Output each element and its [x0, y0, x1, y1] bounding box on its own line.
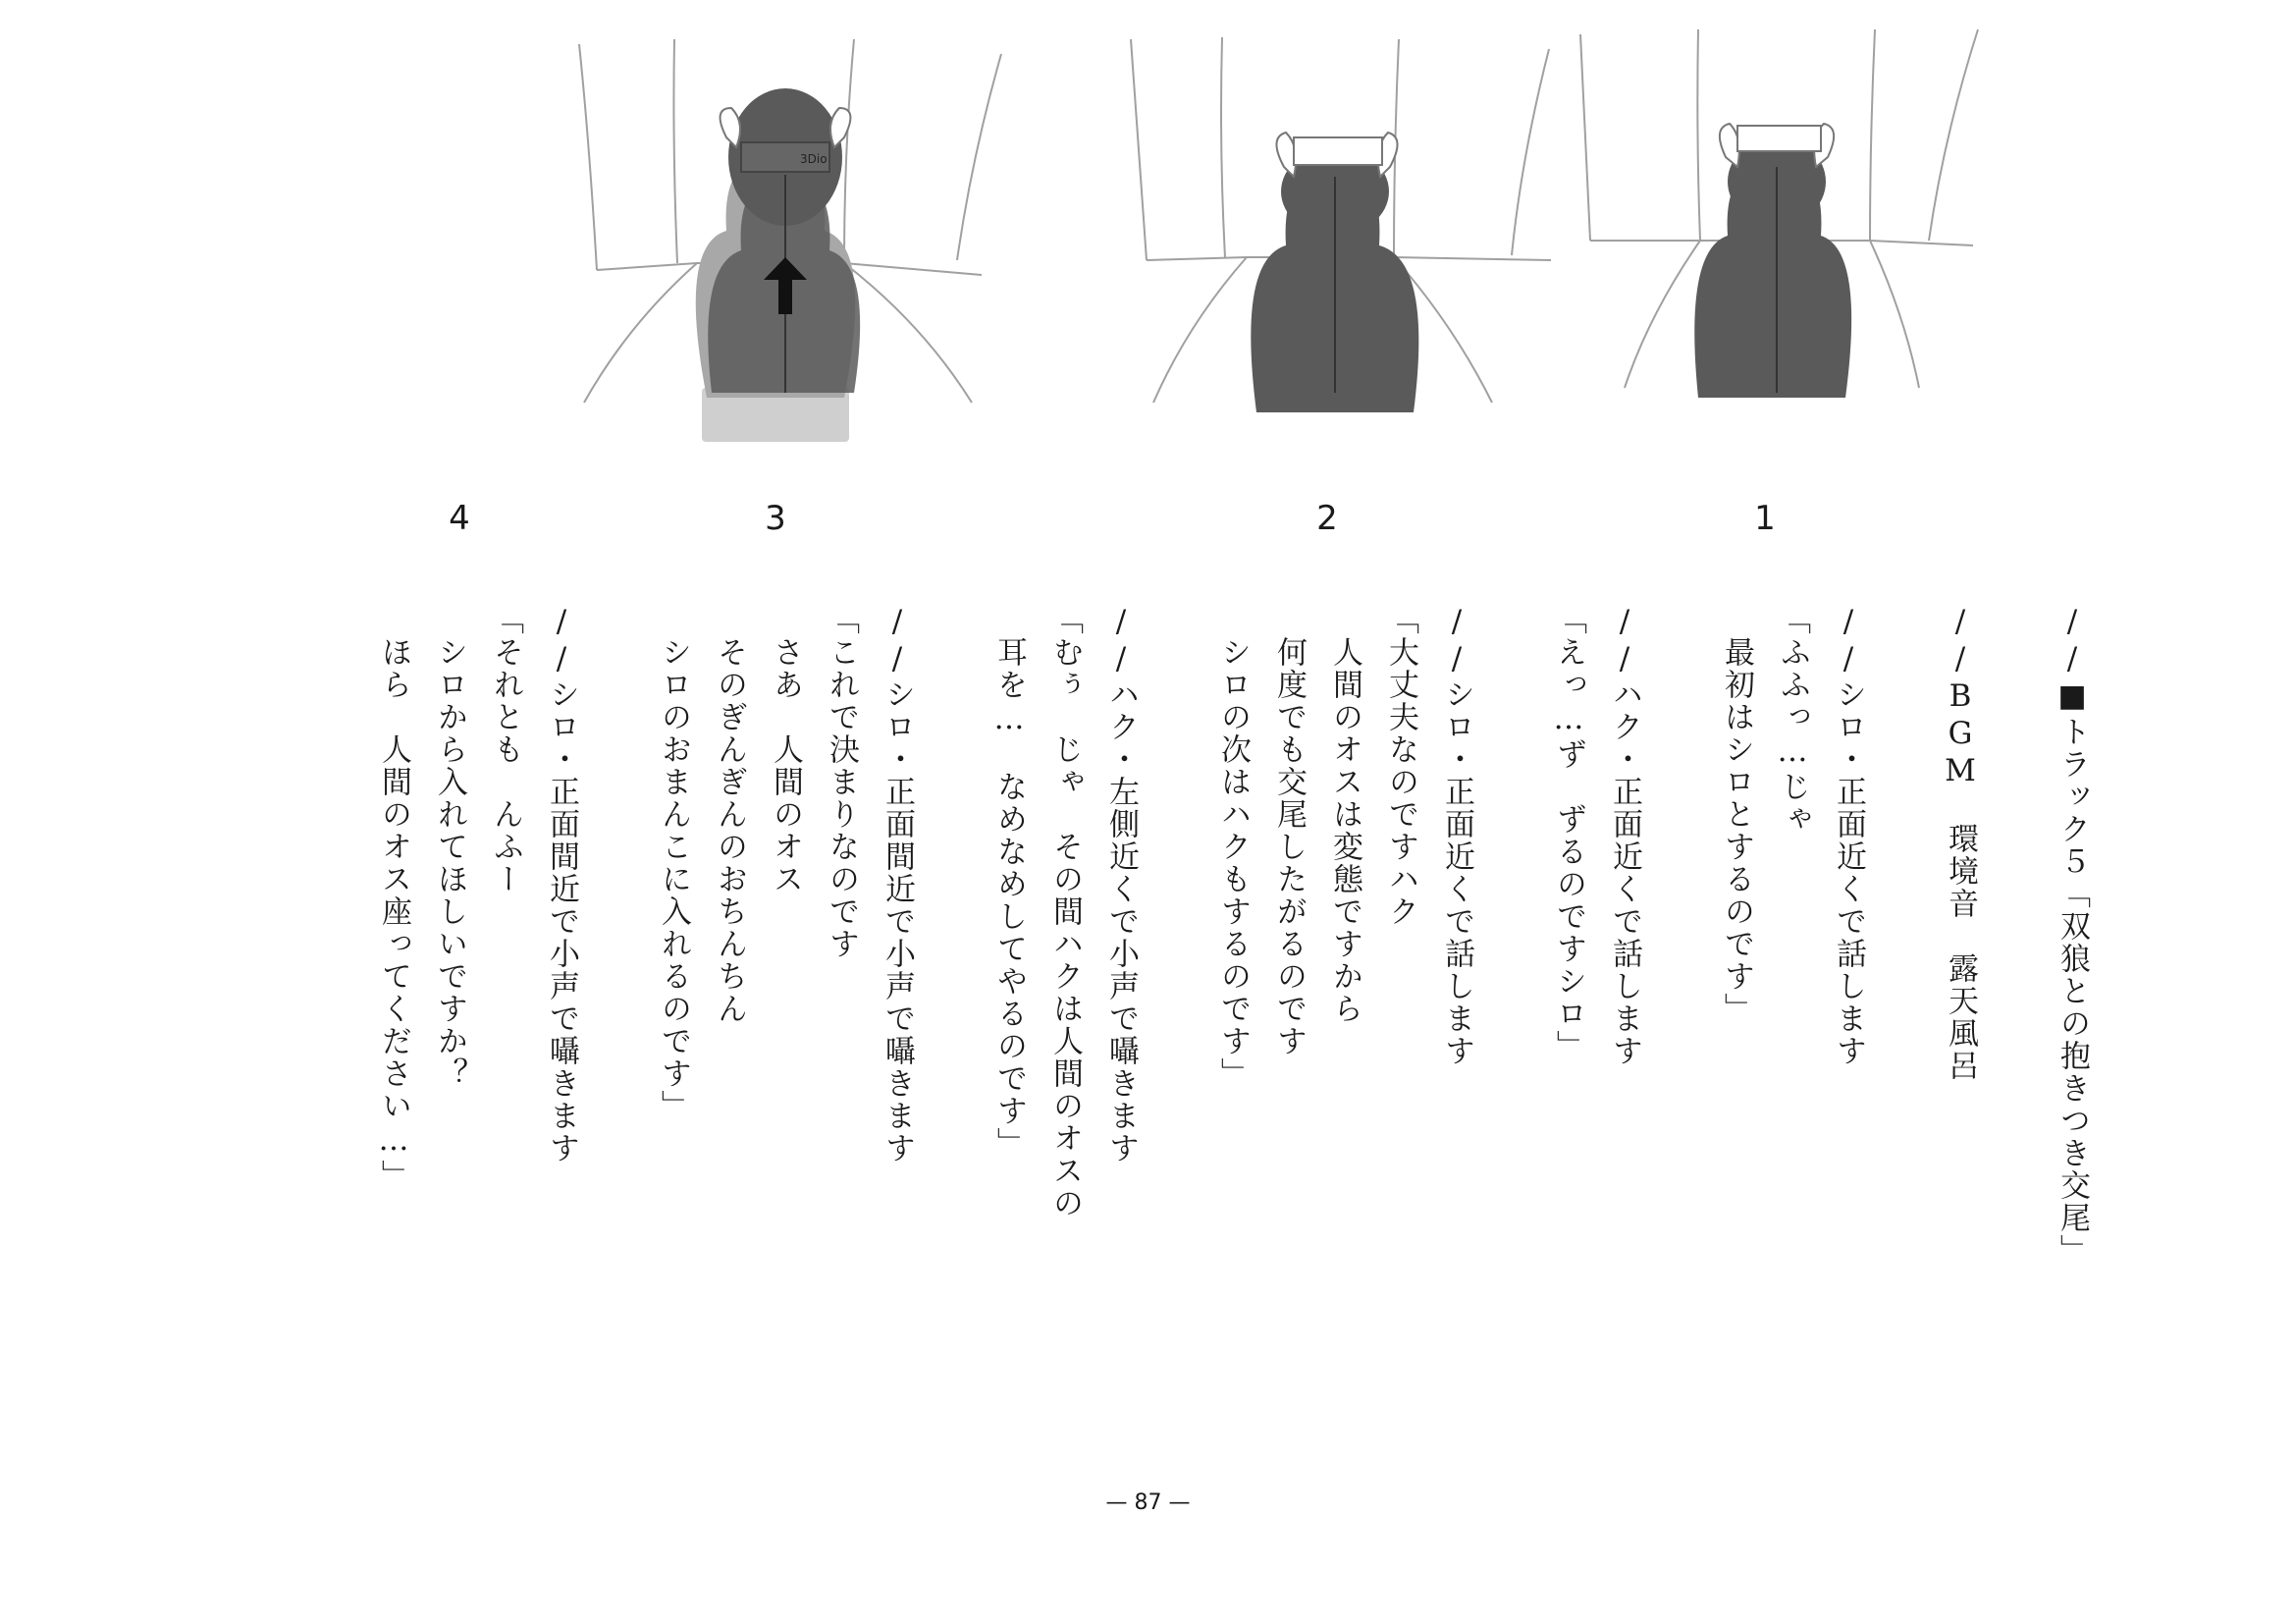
script-line: シロの次はハクもするのです」 [1215, 604, 1251, 1090]
panel-number-1: 1 [1754, 499, 1776, 538]
script-line: 最初はシロとするのです」 [1719, 604, 1754, 1025]
illustration-panel-2 [1099, 0, 1571, 461]
script-body [365, 604, 2100, 1311]
script-line: 「それとも んふー [488, 604, 523, 895]
script-gap [1148, 604, 1204, 1311]
script-gap [925, 604, 981, 1311]
script-gap [1988, 604, 2044, 1311]
script-line: //BGM 環境音 露天風呂 [1943, 604, 1978, 1082]
script-line: //シロ・正面近くで話します [1439, 604, 1474, 1067]
illustration-panel-3 [550, 0, 1021, 461]
panel-number-3: 3 [765, 499, 786, 538]
script-line: ほら 人間のオス座ってください…」 [376, 604, 411, 1192]
script-line: 何度でも交尾したがるのです [1271, 604, 1307, 1057]
script-gap [1652, 604, 1708, 1311]
script-line: そのぎんぎんのおちんちん [712, 604, 747, 1025]
script-line: さあ 人間のオス [768, 604, 803, 895]
script-line: //ハク・左側近くで小声で囁きます [1103, 604, 1139, 1164]
script-line: 耳を… なめなめしてやるのです」 [991, 604, 1027, 1160]
script-line: シロのおまんこに入れるのです」 [656, 604, 691, 1122]
script-line: 「これで決まりなのです [824, 604, 859, 960]
script-line: 人間のオスは変態ですから [1327, 604, 1362, 1025]
page-number: — 87 — [1105, 1490, 1191, 1515]
script-line: //■トラック５「双狼との抱きつき交尾」 [2055, 604, 2090, 1267]
script-line: 「えっ…ず ずるのですシロ」 [1551, 604, 1586, 1062]
panel-number-4: 4 [449, 499, 470, 538]
script-line: シロから入れてほしいですか？ [432, 604, 467, 1090]
script-gap [589, 604, 645, 1311]
script-gap [1484, 604, 1540, 1311]
mic-label: 3Dio [800, 152, 828, 166]
script-line: 「大丈夫なのですハク [1383, 604, 1418, 928]
script-line: 「ふふっ…じゃ [1775, 604, 1810, 836]
panel-number-2: 2 [1316, 499, 1338, 538]
script-gap [1876, 604, 1932, 1311]
illustration-panel-1 [1551, 0, 2022, 461]
script-line: //シロ・正面間近で小声で囁きます [544, 604, 579, 1164]
script-line: //シロ・正面間近で小声で囁きます [880, 604, 915, 1164]
script-line: 「むぅ じゃ その間ハクは人間のオスの [1047, 604, 1083, 1219]
script-line: //ハク・正面近くで話します [1607, 604, 1642, 1067]
script-line: //シロ・正面近くで話します [1831, 604, 1866, 1067]
